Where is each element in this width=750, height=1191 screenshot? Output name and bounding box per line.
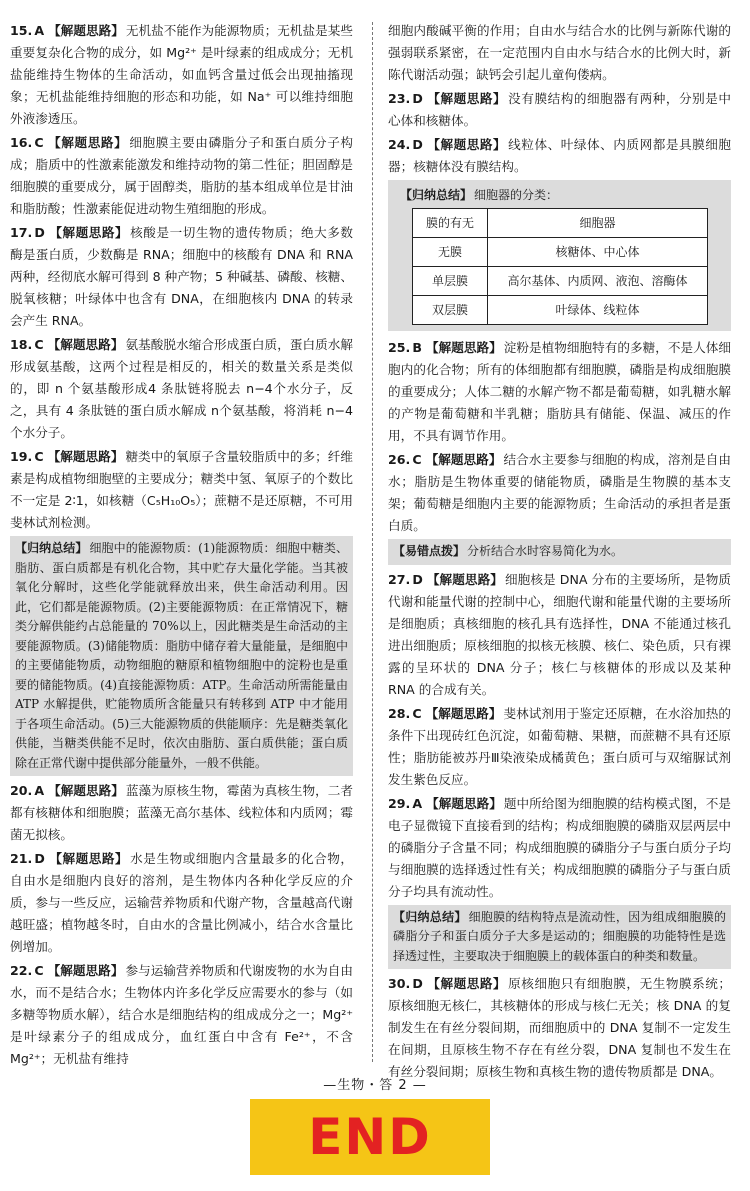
answer-letter: A bbox=[34, 783, 45, 798]
answer-entry bbox=[10, 222, 353, 332]
answer-letter: D bbox=[412, 137, 423, 152]
organelle-classification bbox=[388, 180, 731, 331]
answer-letter: C bbox=[34, 337, 44, 352]
explanation-text: 蓝藻为原核生物，霉菌为真核生物，二者都有核糖体和细胞膜；蓝藻无高尔基体、线粒体和内质网；霉菌无拟核。 bbox=[10, 783, 354, 842]
tip-text: 分析结合水时容易简化为水。 bbox=[467, 544, 624, 558]
explanation-text: 题中所给图为细胞膜的结构模式图，不是电子显微镜下直接看到的结构；构成细胞膜的磷脂双层两层中的磷脂分子含量不同；构成细胞膜的磷脂分子与蛋白质分子均与细胞膜的选择透过性有关；构成细胞膜的磷脂分子与蛋白质分子均具有流动性。 bbox=[388, 795, 732, 899]
explanation-tag: 【解题思路】 bbox=[48, 783, 124, 798]
explanation-tag: 【解题思路】 bbox=[425, 452, 502, 467]
answer-entry bbox=[10, 132, 353, 220]
table-row bbox=[413, 238, 708, 267]
summary-tag: 【归纳总结】 bbox=[15, 541, 88, 555]
explanation-tag: 【解题思路】 bbox=[47, 449, 124, 464]
explanation-text: 水是生物或细胞内含量最多的化合物，自由水是细胞内良好的溶剂，是生物体内各种化学反应的介质，参与一些反应，运输营养物质和代谢产物，含量越高代谢越旺盛；植物越冬时，自由水的含量比例减小，结合水含量比例增加。 bbox=[10, 851, 354, 954]
question-number: 30. bbox=[388, 976, 411, 991]
table-caption bbox=[400, 186, 719, 204]
left-entries-2 bbox=[10, 780, 353, 1070]
table-row bbox=[413, 267, 708, 296]
table-header-row bbox=[413, 209, 708, 238]
continued-text: 细胞内酸碱平衡的作用；自由水与结合水的比例与新陈代谢的强弱联系紧密，在一定范围内自由水与结合水的比例大时，新陈代谢活动强；缺钙会引起儿童佝偻病。 bbox=[388, 23, 731, 82]
answer-letter: C bbox=[34, 135, 44, 150]
explanation-tag: 【解题思路】 bbox=[47, 337, 124, 352]
table-tag: 【归纳总结】 bbox=[400, 188, 473, 202]
end-label: END bbox=[308, 1108, 432, 1166]
question-number: 17. bbox=[10, 225, 33, 240]
question-number: 16. bbox=[10, 135, 33, 150]
answer-letter: A bbox=[412, 795, 423, 811]
right-entries-2 bbox=[388, 337, 731, 537]
explanation-text: 淀粉是植物细胞特有的多糖，不是人体细胞内的化合物；所有的体细胞都有细胞膜，磷脂是构成细胞膜的重要成分；人体二糖的水解产物不都是葡萄糖，如乳糖水解的产物是葡萄糖和半乳糖；脂肪具有储能、保温、减压的作用，不具有调节作用。 bbox=[388, 340, 732, 443]
question-number: 18. bbox=[10, 337, 33, 352]
end-banner bbox=[250, 1099, 490, 1175]
explanation-text: 氨基酸脱水缩合形成蛋白质，蛋白质水解形成氨基酸，这两个过程是相反的，相关的数量关系是类似的，即 n 个氨基酸形成4 条肽链将脱去 n−4个水分子，反之，具有 4 条肽链的蛋白质水解成 n个氨基酸，将消耗 n−4 个水分子。 bbox=[10, 337, 354, 440]
answer-entry bbox=[10, 960, 353, 1070]
question-number: 22. bbox=[10, 963, 33, 978]
explanation-text: 参与运输营养物质和代谢废物的水为自由水，而不是结合水；生物体内许多化学反应需要水的参与（如多糖等物质水解），结合水是细胞结构的组成成分之一；Mg²⁺ 是叶绿素分子的组成成分，血红蛋白中含有 Fe²⁺，不含 Mg²⁺；无机盐有维持 bbox=[10, 963, 354, 1066]
explanation-text: 无机盐不能作为能源物质；无机盐是某些重要复杂化合物的成分，如 Mg²⁺ 是叶绿素的组成成分；无机盐能维持生物体的生命活动，如血钙含量过低会出现抽搐现象；无机盐能维持细胞的形态和功能，如 Na⁺ 可以维持细胞外液渗透压。 bbox=[10, 23, 354, 126]
answer-letter: D bbox=[34, 225, 45, 240]
explanation-tag: 【解题思路】 bbox=[426, 137, 507, 152]
explanation-tag: 【解题思路】 bbox=[425, 705, 502, 721]
summary-text: 细胞膜的结构特点是流动性，因为组成细胞膜的磷脂分子和蛋白质分子大多是运动的；细胞膜的功能特性是选择透过性，主要取决于细胞膜上的载体蛋白的种类和数量。 bbox=[393, 909, 726, 963]
summary-title: 细胞中的能源物质： bbox=[89, 541, 199, 555]
answer-letter: C bbox=[34, 963, 44, 978]
question-number: 23. bbox=[388, 91, 411, 106]
error-tip-box bbox=[388, 539, 731, 565]
question-number: 25. bbox=[388, 340, 411, 355]
table-cell: 核糖体、中心体 bbox=[488, 238, 708, 267]
explanation-text: 没有膜结构的细胞器有两种，分别是中心体和核糖体。 bbox=[388, 91, 732, 128]
answer-entry bbox=[10, 848, 353, 958]
right-entries-3 bbox=[388, 569, 731, 903]
explanation-tag: 【解题思路】 bbox=[48, 23, 124, 38]
answer-entry bbox=[10, 334, 353, 444]
answer-letter: C bbox=[34, 449, 44, 464]
explanation-text: 原核细胞只有细胞膜，无生物膜系统；原核细胞无核仁，其核糖体的形成与核仁无关；核 DNA 的复制发生在有丝分裂间期，而细胞质中的 DNA 复制不一定发生在间期，且原核生物不存在有丝分裂，DNA 复制也不发生在有丝分裂间期；原核生物和真核生物的遗传物质都是 DNA。 bbox=[388, 976, 732, 1079]
answer-letter: C bbox=[412, 705, 422, 721]
question-number: 24. bbox=[388, 137, 411, 152]
answer-entry bbox=[388, 449, 731, 537]
explanation-text: 细胞膜主要由磷脂分子和蛋白质分子构成；脂质中的性激素能激发和维持动物的第二性征；胆固醇是细胞膜的重要成分，属于固醇类，脂肪的基本组成单位是甘油和脂肪酸；性激素能促进动物生殖细胞的形成。 bbox=[10, 135, 354, 216]
explanation-tag: 【解题思路】 bbox=[48, 225, 129, 240]
table-title: 细胞器的分类： bbox=[474, 188, 559, 202]
answer-entry bbox=[10, 20, 353, 130]
answer-entry bbox=[388, 703, 731, 791]
table-cell: 高尔基体、内质网、液泡、溶酶体 bbox=[488, 267, 708, 296]
question-number: 20. bbox=[10, 783, 33, 798]
explanation-text: 核酸是一切生物的遗传物质；绝大多数酶是蛋白质，少数酶是 RNA；细胞中的核酸有 DNA 和 RNA 两种，经彻底水解可得到 8 种产物；5 种碱基、磷酸、核糖、脱氧核糖；叶绿体中也含有 DNA，在细胞核内 DNA 的转录会产生 RNA。 bbox=[10, 225, 354, 328]
right-entries-4 bbox=[388, 973, 731, 1083]
organelle-table bbox=[412, 208, 708, 325]
question-number: 29. bbox=[388, 795, 411, 811]
explanation-tag: 【解题思路】 bbox=[426, 976, 507, 991]
answer-letter: D bbox=[34, 851, 45, 866]
left-column bbox=[10, 20, 353, 1072]
table-cell: 单层膜 bbox=[413, 267, 488, 296]
question-number: 28. bbox=[388, 705, 411, 721]
explanation-text: 结合水主要参与细胞的构成，溶剂是自由水；脂肪是生物体重要的储能物质，磷脂是生物膜的基本支架；葡萄糖是细胞内主要的能源物质；生命活动的承担者是蛋白质。 bbox=[388, 452, 732, 533]
question-number: 19. bbox=[10, 449, 33, 464]
explanation-tag: 【解题思路】 bbox=[47, 963, 124, 978]
table-cell: 无膜 bbox=[413, 238, 488, 267]
answer-entry bbox=[10, 446, 353, 534]
right-entries bbox=[388, 88, 731, 178]
explanation-text: 糖类中的氧原子含量较脂质中的多；纤维素是构成植物细胞壁的主要成分；糖类中氢、氧原子的个数比不一定是 2∶1，如核糖（C₅H₁₀O₅）；蔗糖不是还原糖，不可用斐林试剂检测。 bbox=[10, 449, 354, 530]
explanation-tag: 【解题思路】 bbox=[48, 851, 129, 866]
answer-letter: D bbox=[412, 91, 423, 106]
table-cell: 叶绿体、线粒体 bbox=[488, 296, 708, 325]
summary-text: (1)能源物质：细胞中糖类、脂肪、蛋白质都是有机化合物，其中贮存大量化学能。当其被氧化分解时，这些化学能就释放出来，供生命活动利用。因此，它们都是能源物质。(2)主要能源物质：在正常情况下，糖类分解供能约占总能量的 70%以上，因此糖类是生命活动的主要能源物质。(3)储能物质：脂肪中储存着大量能量，是细胞中的主要储能物质，动物细胞的糖原和植物细胞中的淀粉也是重要的储能物质。(4)直接能源物质：ATP。生命活动所需能量由 ATP 水解提供，贮能物质所含能量只有转移到 ATP 中才能用于各项生命活动。(5)三大能源物质的供能顺序：先是糖类氧化供能，当糖类供能不足时，依次由脂肪、蛋白质供能；蛋白质除在正常代谢中提供部分能量外，一般不供能。 bbox=[15, 541, 348, 770]
page-footer: —生物・答 2 — bbox=[323, 1078, 427, 1093]
answer-entry bbox=[10, 780, 353, 846]
table-header-cell: 细胞器 bbox=[488, 209, 708, 238]
table-header-cell: 膜的有无 bbox=[413, 209, 488, 238]
question-number: 21. bbox=[10, 851, 33, 866]
answer-letter: A bbox=[34, 23, 45, 38]
summary-box-membrane bbox=[388, 905, 731, 970]
question-number: 26. bbox=[388, 452, 411, 467]
answer-letter: D bbox=[412, 571, 423, 587]
explanation-tag: 【解题思路】 bbox=[426, 571, 503, 587]
question-number: 15. bbox=[10, 23, 33, 38]
summary-box-energy bbox=[10, 536, 353, 776]
left-entries bbox=[10, 20, 353, 534]
column-divider bbox=[372, 22, 373, 1062]
explanation-text: 斐林试剂用于鉴定还原糖，在水浴加热的条件下出现砖红色沉淀，如葡萄糖、果糖，而蔗糖不具有还原性；脂肪能被苏丹Ⅲ染液染成橘黄色；蛋白质可与双缩脲试剂发生紫色反应。 bbox=[388, 705, 732, 787]
answer-entry bbox=[388, 134, 731, 178]
explanation-tag: 【解题思路】 bbox=[426, 795, 502, 811]
answer-entry bbox=[388, 337, 731, 447]
explanation-tag: 【解题思路】 bbox=[47, 135, 128, 150]
tip-tag: 【易错点拨】 bbox=[393, 544, 466, 558]
answer-letter: D bbox=[412, 976, 423, 991]
answer-letter: C bbox=[412, 452, 422, 467]
answer-entry bbox=[388, 973, 731, 1083]
table-row bbox=[413, 296, 708, 325]
explanation-tag: 【解题思路】 bbox=[425, 340, 502, 355]
answer-letter: B bbox=[412, 340, 422, 355]
explanation-text: 细胞核是 DNA 分布的主要场所，是物质代谢和能量代谢的控制中心，细胞代谢和能量代谢的主要场所是细胞质；真核细胞的核孔具有选择性，DNA 不能通过核孔进出细胞质；原核细胞的拟核无核膜、核仁、染色质，只有裸露的呈环状的 DNA 分子；核仁与核糖体的形成以及某种 RNA 的合成有关。 bbox=[388, 571, 731, 697]
answer-entry bbox=[388, 569, 731, 701]
answer-entry bbox=[388, 88, 731, 132]
table-cell: 双层膜 bbox=[413, 296, 488, 325]
explanation-tag: 【解题思路】 bbox=[426, 91, 507, 106]
answer-entry bbox=[388, 793, 731, 903]
explanation-text: 线粒体、叶绿体、内质网都是具膜细胞器；核糖体没有膜结构。 bbox=[388, 137, 732, 174]
summary-tag: 【归纳总结】 bbox=[393, 909, 467, 924]
right-column bbox=[388, 20, 731, 1085]
question-number: 27. bbox=[388, 571, 411, 587]
